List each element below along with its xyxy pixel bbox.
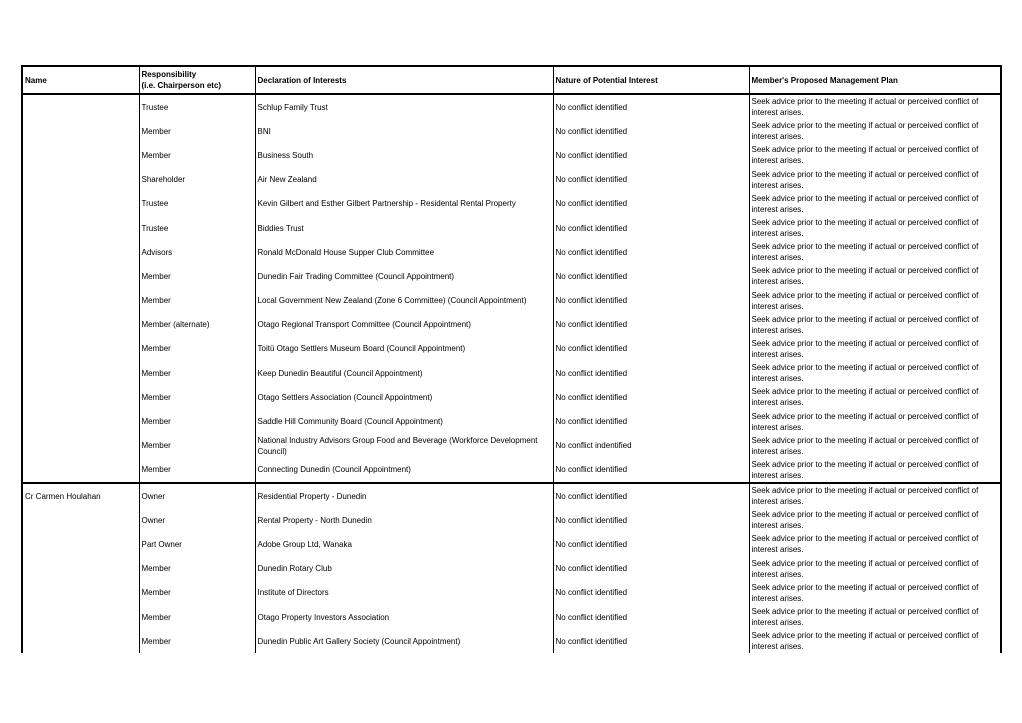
table-body — [22, 94, 1001, 653]
cell-nature: No conflict identified — [553, 289, 749, 313]
header-plan: Member's Proposed Management Plan — [749, 66, 1001, 94]
cell-plan: Seek advice prior to the meeting if actual or perceived conflict of interest arises. — [749, 119, 1001, 143]
cell-plan: Seek advice prior to the meeting if actual or perceived conflict of interest arises. — [749, 483, 1001, 508]
cell-nature: No conflict identified — [553, 629, 749, 653]
cell-name — [22, 557, 139, 581]
cell-nature: No conflict identified — [553, 240, 749, 264]
cell-name — [22, 337, 139, 361]
cell-name — [22, 192, 139, 216]
cell-declaration: Adobe Group Ltd, Wanaka — [255, 532, 553, 556]
table-row — [22, 192, 1001, 216]
cell-declaration: Toitū Otago Settlers Museum Board (Council Appointment) — [255, 337, 553, 361]
cell-plan: Seek advice prior to the meeting if actual or perceived conflict of interest arises. — [749, 264, 1001, 288]
cell-responsibility: Member — [139, 264, 255, 288]
cell-responsibility: Member — [139, 289, 255, 313]
cell-responsibility: Shareholder — [139, 168, 255, 192]
cell-name — [22, 240, 139, 264]
cell-plan: Seek advice prior to the meeting if actual or perceived conflict of interest arises. — [749, 532, 1001, 556]
cell-declaration: Biddies Trust — [255, 216, 553, 240]
table-row — [22, 532, 1001, 556]
cell-declaration: BNI — [255, 119, 553, 143]
cell-responsibility: Owner — [139, 508, 255, 532]
cell-name — [22, 581, 139, 605]
cell-responsibility: Member — [139, 629, 255, 653]
cell-declaration: Institute of Directors — [255, 581, 553, 605]
cell-responsibility: Member — [139, 337, 255, 361]
cell-responsibility: Member — [139, 434, 255, 458]
header-declaration: Declaration of Interests — [255, 66, 553, 94]
cell-plan: Seek advice prior to the meeting if actual or perceived conflict of interest arises. — [749, 143, 1001, 167]
cell-responsibility: Owner — [139, 483, 255, 508]
declaration-of-interests-table — [21, 65, 1002, 653]
table-row — [22, 581, 1001, 605]
cell-nature: No conflict indentified — [553, 434, 749, 458]
header-responsibility-line1: Responsibility — [141, 70, 197, 79]
cell-responsibility: Member — [139, 458, 255, 483]
header-responsibility — [139, 66, 255, 94]
cell-nature: No conflict identified — [553, 532, 749, 556]
cell-declaration: Residential Property - Dunedin — [255, 483, 553, 508]
cell-nature: No conflict identified — [553, 216, 749, 240]
cell-responsibility: Member — [139, 409, 255, 433]
table-row — [22, 143, 1001, 167]
header-responsibility-line2: (i.e. Chairperson etc) — [141, 81, 222, 90]
table-row — [22, 313, 1001, 337]
cell-declaration: Otago Regional Transport Committee (Council Appointment) — [255, 313, 553, 337]
table-row — [22, 264, 1001, 288]
cell-responsibility: Member — [139, 557, 255, 581]
cell-plan: Seek advice prior to the meeting if actual or perceived conflict of interest arises. — [749, 385, 1001, 409]
cell-plan: Seek advice prior to the meeting if actual or perceived conflict of interest arises. — [749, 629, 1001, 653]
cell-name — [22, 361, 139, 385]
cell-declaration: Saddle Hill Community Board (Council Appointment) — [255, 409, 553, 433]
cell-nature: No conflict identified — [553, 361, 749, 385]
cell-declaration: National Industry Advisors Group Food and Beverage (Workforce Development Council) — [255, 434, 553, 458]
cell-declaration: Kevin Gilbert and Esther Gilbert Partnership - Residental Rental Property — [255, 192, 553, 216]
cell-plan: Seek advice prior to the meeting if actual or perceived conflict of interest arises. — [749, 605, 1001, 629]
cell-nature: No conflict identified — [553, 581, 749, 605]
cell-nature: No conflict identified — [553, 409, 749, 433]
table-header — [22, 66, 1001, 94]
cell-responsibility: Part Owner — [139, 532, 255, 556]
table-row — [22, 168, 1001, 192]
cell-name — [22, 629, 139, 653]
cell-name — [22, 264, 139, 288]
cell-declaration: Keep Dunedin Beautiful (Council Appointment) — [255, 361, 553, 385]
cell-plan: Seek advice prior to the meeting if actual or perceived conflict of interest arises. — [749, 240, 1001, 264]
table-row — [22, 337, 1001, 361]
table-row — [22, 557, 1001, 581]
cell-responsibility: Trustee — [139, 192, 255, 216]
cell-plan: Seek advice prior to the meeting if actual or perceived conflict of interest arises. — [749, 409, 1001, 433]
header-nature: Nature of Potential Interest — [553, 66, 749, 94]
cell-plan: Seek advice prior to the meeting if actual or perceived conflict of interest arises. — [749, 289, 1001, 313]
cell-nature: No conflict identified — [553, 458, 749, 483]
cell-plan: Seek advice prior to the meeting if actual or perceived conflict of interest arises. — [749, 434, 1001, 458]
cell-name — [22, 605, 139, 629]
cell-name — [22, 313, 139, 337]
cell-declaration: Local Government New Zealand (Zone 6 Committee) (Council Appointment) — [255, 289, 553, 313]
cell-name — [22, 458, 139, 483]
cell-nature: No conflict identified — [553, 337, 749, 361]
cell-plan: Seek advice prior to the meeting if actual or perceived conflict of interest arises. — [749, 361, 1001, 385]
cell-responsibility: Trustee — [139, 94, 255, 119]
cell-name — [22, 508, 139, 532]
cell-nature: No conflict identified — [553, 313, 749, 337]
table-row — [22, 409, 1001, 433]
cell-declaration: Dunedin Fair Trading Committee (Council Appointment) — [255, 264, 553, 288]
cell-declaration: Otago Settlers Association (Council Appointment) — [255, 385, 553, 409]
cell-plan: Seek advice prior to the meeting if actual or perceived conflict of interest arises. — [749, 581, 1001, 605]
table-row — [22, 385, 1001, 409]
cell-responsibility: Member — [139, 581, 255, 605]
cell-responsibility: Member — [139, 605, 255, 629]
table-row — [22, 629, 1001, 653]
table-row — [22, 119, 1001, 143]
cell-nature: No conflict identified — [553, 94, 749, 119]
cell-name — [22, 94, 139, 119]
cell-plan: Seek advice prior to the meeting if actual or perceived conflict of interest arises. — [749, 192, 1001, 216]
cell-declaration: Air New Zealand — [255, 168, 553, 192]
cell-nature: No conflict identified — [553, 264, 749, 288]
cell-declaration: Dunedin Public Art Gallery Society (Council Appointment) — [255, 629, 553, 653]
cell-plan: Seek advice prior to the meeting if actual or perceived conflict of interest arises. — [749, 557, 1001, 581]
cell-plan: Seek advice prior to the meeting if actual or perceived conflict of interest arises. — [749, 216, 1001, 240]
cell-nature: No conflict identified — [553, 605, 749, 629]
cell-plan: Seek advice prior to the meeting if actual or perceived conflict of interest arises. — [749, 313, 1001, 337]
cell-plan: Seek advice prior to the meeting if actual or perceived conflict of interest arises. — [749, 337, 1001, 361]
cell-nature: No conflict identified — [553, 119, 749, 143]
cell-nature: No conflict identified — [553, 168, 749, 192]
cell-name — [22, 409, 139, 433]
cell-responsibility: Member — [139, 143, 255, 167]
cell-nature: No conflict identified — [553, 143, 749, 167]
cell-responsibility: Member (alternate) — [139, 313, 255, 337]
cell-name — [22, 143, 139, 167]
cell-responsibility: Trustee — [139, 216, 255, 240]
cell-plan: Seek advice prior to the meeting if actual or perceived conflict of interest arises. — [749, 458, 1001, 483]
cell-nature: No conflict identified — [553, 385, 749, 409]
cell-declaration: Schlup Family Trust — [255, 94, 553, 119]
cell-name — [22, 532, 139, 556]
table-row — [22, 216, 1001, 240]
cell-name — [22, 434, 139, 458]
table-row — [22, 94, 1001, 119]
cell-name — [22, 216, 139, 240]
table-row — [22, 508, 1001, 532]
table-row — [22, 458, 1001, 483]
cell-responsibility: Member — [139, 385, 255, 409]
table-row — [22, 434, 1001, 458]
cell-declaration: Business South — [255, 143, 553, 167]
table-row — [22, 240, 1001, 264]
cell-nature: No conflict identified — [553, 508, 749, 532]
header-name: Name — [22, 66, 139, 94]
cell-name — [22, 289, 139, 313]
cell-declaration: Dunedin Rotary Club — [255, 557, 553, 581]
cell-declaration: Rental Property - North Dunedin — [255, 508, 553, 532]
cell-responsibility: Member — [139, 361, 255, 385]
header-row — [22, 66, 1001, 94]
cell-plan: Seek advice prior to the meeting if actual or perceived conflict of interest arises. — [749, 94, 1001, 119]
cell-plan: Seek advice prior to the meeting if actual or perceived conflict of interest arises. — [749, 168, 1001, 192]
cell-name — [22, 168, 139, 192]
cell-responsibility: Member — [139, 119, 255, 143]
table-row — [22, 361, 1001, 385]
cell-responsibility: Advisors — [139, 240, 255, 264]
table-row — [22, 483, 1001, 508]
cell-nature: No conflict identified — [553, 557, 749, 581]
table-row — [22, 605, 1001, 629]
cell-name — [22, 385, 139, 409]
cell-name — [22, 119, 139, 143]
cell-plan: Seek advice prior to the meeting if actual or perceived conflict of interest arises. — [749, 508, 1001, 532]
cell-declaration: Otago Property Investors Association — [255, 605, 553, 629]
cell-nature: No conflict identified — [553, 192, 749, 216]
cell-nature: No conflict identified — [553, 483, 749, 508]
cell-declaration: Ronald McDonald House Supper Club Committee — [255, 240, 553, 264]
table-row — [22, 289, 1001, 313]
cell-declaration: Connecting Dunedin (Council Appointment) — [255, 458, 553, 483]
cell-name: Cr Carmen Houlahan — [22, 483, 139, 508]
